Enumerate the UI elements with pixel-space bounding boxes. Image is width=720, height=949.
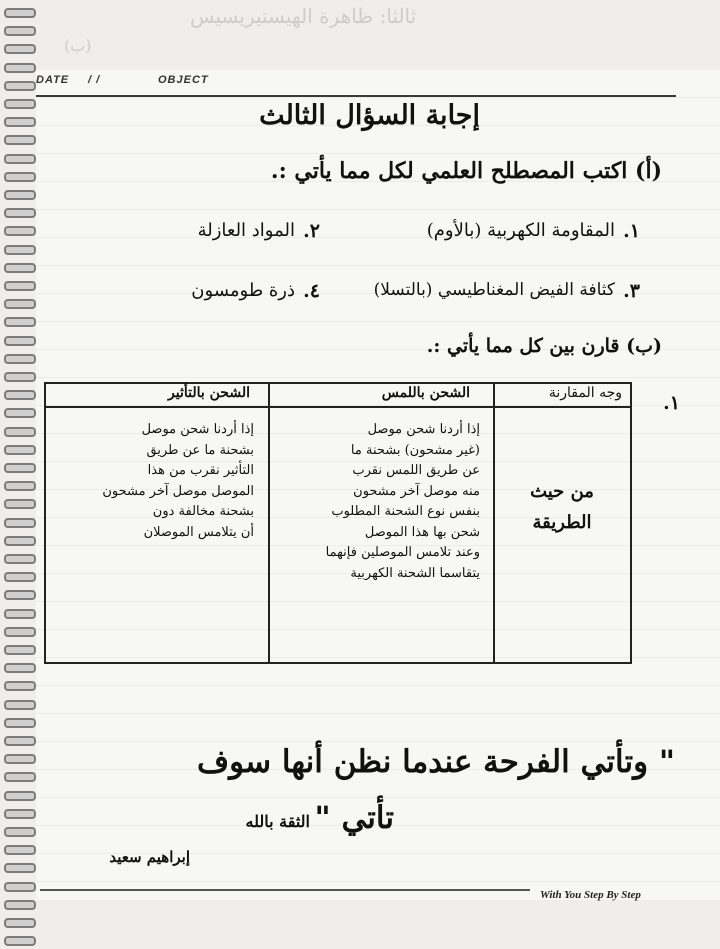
aspect-value: من حيث الطريقة xyxy=(530,481,594,533)
contact-line: وعند تلامس الموصلين فإنهما xyxy=(325,545,480,560)
spiral-ring xyxy=(4,317,36,327)
spiral-ring xyxy=(4,445,36,455)
page-title: إجابة السؤال الثالث xyxy=(259,100,480,131)
spiral-ring xyxy=(4,754,36,764)
spiral-ring xyxy=(4,281,36,291)
spiral-ring xyxy=(4,154,36,164)
induction-line: بشحنة ما عن طريق xyxy=(146,442,254,458)
spiral-binding xyxy=(0,0,36,949)
contact-line: إذا أردنا شحن موصل xyxy=(367,422,480,437)
spiral-ring xyxy=(4,845,36,855)
spiral-ring xyxy=(4,645,36,655)
spiral-ring xyxy=(4,299,36,309)
spiral-ring xyxy=(4,809,36,819)
quote-line-1: " وتأتي الفرحة عندما نظن أنها سوف xyxy=(197,744,675,780)
spiral-ring xyxy=(4,518,36,528)
spiral-ring xyxy=(4,718,36,728)
spiral-ring xyxy=(4,463,36,473)
spiral-ring xyxy=(4,900,36,910)
brand-footer: With You Step By Step xyxy=(540,889,641,901)
induction-line: أن يتلامس الموصلان xyxy=(143,524,254,540)
spiral-ring xyxy=(4,700,36,710)
object-label: OBJECT xyxy=(158,74,209,86)
spiral-ring xyxy=(4,99,36,109)
show-through-text-small: (ب) xyxy=(64,36,92,55)
term-item-2-num: ٢. xyxy=(303,220,320,242)
spiral-ring xyxy=(4,208,36,218)
spiral-ring xyxy=(4,263,36,273)
col-header-contact: الشحن باللمس xyxy=(381,385,470,401)
term-item-4-num: ٤. xyxy=(303,280,320,302)
header-rule xyxy=(36,95,676,97)
spiral-ring xyxy=(4,499,36,509)
spiral-ring xyxy=(4,663,36,673)
term-item-4: ذرة طومسون xyxy=(191,280,295,301)
spiral-ring xyxy=(4,882,36,892)
col-header-induction: الشحن بالتأثير xyxy=(168,385,250,401)
spiral-ring xyxy=(4,590,36,600)
spiral-ring xyxy=(4,772,36,782)
part-a-heading: (أ) اكتب المصطلح العلمي لكل مما يأتي :. xyxy=(270,158,662,184)
spiral-ring xyxy=(4,190,36,200)
col-header-aspect: وجه المقارنة xyxy=(548,385,622,401)
spiral-ring xyxy=(4,26,36,36)
spiral-ring xyxy=(4,117,36,127)
show-through-text: ثالثا: ظاهرة الهيستيريسيس xyxy=(190,4,417,28)
spiral-ring xyxy=(4,44,36,54)
term-item-3-num: ٣. xyxy=(623,280,640,302)
spiral-ring xyxy=(4,936,36,946)
induction-line: التأثير نقرب من هذا xyxy=(147,463,254,478)
spiral-ring xyxy=(4,481,36,491)
spiral-ring xyxy=(4,336,36,346)
spiral-ring xyxy=(4,226,36,236)
term-item-1-num: ١. xyxy=(623,220,640,242)
spiral-ring xyxy=(4,172,36,182)
induction-line: الموصل موصل آخر مشحون xyxy=(102,483,254,499)
contact-line: (غير مشحون) بشحنة ما xyxy=(350,442,480,458)
term-item-2: المواد العازلة xyxy=(197,220,295,241)
spiral-ring xyxy=(4,554,36,564)
comparison-row-num: ١. xyxy=(663,392,680,414)
quote-line-2: تأتي " xyxy=(314,800,394,836)
contact-description xyxy=(280,420,480,584)
spiral-ring xyxy=(4,736,36,746)
induction-description xyxy=(54,420,254,543)
spiral-ring xyxy=(4,135,36,145)
quote-tag: الثقة بالله xyxy=(245,812,310,831)
term-item-1: المقاومة الكهربية (بالأوم) xyxy=(426,220,615,241)
spiral-ring xyxy=(4,372,36,382)
induction-line: إذا أردنا شحن موصل xyxy=(141,422,254,437)
contact-line: يتقاسما الشحنة الكهربية xyxy=(350,565,480,581)
date-label: DATE xyxy=(36,74,70,86)
spiral-ring xyxy=(4,827,36,837)
spiral-ring xyxy=(4,627,36,637)
spiral-ring xyxy=(4,390,36,400)
spiral-ring xyxy=(4,536,36,546)
spiral-ring xyxy=(4,245,36,255)
table-divider xyxy=(268,384,270,662)
spiral-ring xyxy=(4,408,36,418)
spiral-ring xyxy=(4,681,36,691)
spiral-ring xyxy=(4,572,36,582)
footer-rule xyxy=(40,889,530,891)
spiral-ring xyxy=(4,63,36,73)
term-item-3: كثافة الفيض المغناطيسي (بالتسلا) xyxy=(373,280,615,300)
spiral-ring xyxy=(4,918,36,928)
quote-author: إبراهيم سعيد xyxy=(109,848,190,866)
spiral-ring xyxy=(4,609,36,619)
date-separators: / / xyxy=(88,74,101,86)
spiral-ring xyxy=(4,863,36,873)
part-b-heading: (ب) قارن بين كل مما يأتي :. xyxy=(426,335,662,357)
spiral-ring xyxy=(4,791,36,801)
spiral-ring xyxy=(4,81,36,91)
contact-line: شحن بها هذا الموصل xyxy=(364,524,480,540)
spiral-ring xyxy=(4,8,36,18)
contact-line: عن طريق اللمس نقرب xyxy=(352,463,480,478)
comparison-table xyxy=(44,382,632,664)
induction-line: بشحنة مخالفة دون xyxy=(152,504,254,519)
spiral-ring xyxy=(4,354,36,364)
contact-line: منه موصل آخر مشحون xyxy=(353,483,480,499)
contact-line: بنفس نوع الشحنة المطلوب xyxy=(331,504,480,519)
table-divider xyxy=(493,384,495,662)
spiral-ring xyxy=(4,427,36,437)
table-header-rule xyxy=(46,406,630,408)
